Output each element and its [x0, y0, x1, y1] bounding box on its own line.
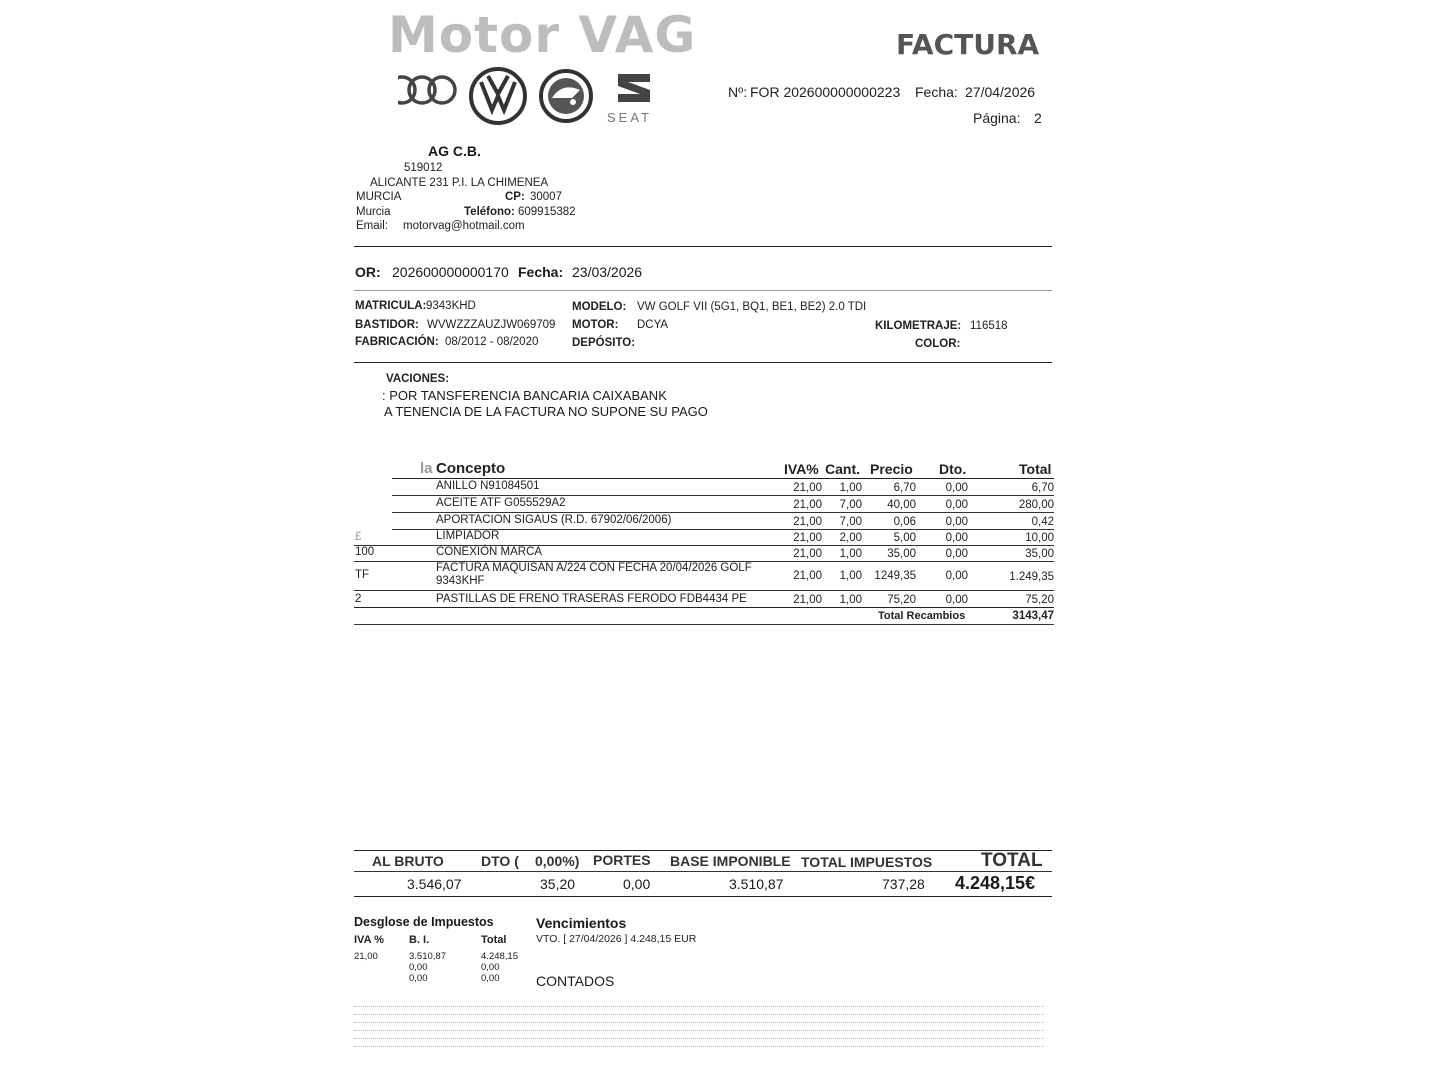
total-recambios-label: Total Recambios [878, 610, 966, 622]
color-label: COLOR: [915, 338, 961, 350]
row-total: 35,00 [1025, 548, 1054, 560]
table-header-rule [392, 478, 1054, 479]
totals-mid-rule [354, 871, 1052, 872]
divider [354, 362, 1052, 363]
matricula-value: 9343KHD [426, 300, 476, 312]
order-date-value: 23/03/2026 [572, 264, 643, 280]
row-divider [354, 624, 1054, 625]
order-value: 202600000000170 [392, 264, 509, 280]
order-label: OR: [355, 264, 381, 280]
row-dto: 0,00 [945, 570, 968, 582]
due-dates-title: Vencimientos [536, 915, 627, 931]
row-precio: 1249,35 [874, 570, 916, 582]
row-dto: 0,00 [945, 532, 968, 544]
company-cp-label: CP: [505, 191, 525, 203]
row-concepto: ANILLO N91084501 [436, 480, 540, 492]
invoice-date-label: Fecha: [915, 84, 958, 100]
row-precio: 35,00 [887, 548, 916, 560]
totals-bottom-rule [354, 896, 1052, 897]
company-phone-label: Teléfono: [464, 206, 515, 218]
modelo-value: VW GOLF VII (5G1, BQ1, BE1, BE2) 2.0 TDI [637, 301, 867, 313]
company-email-label: Email: [356, 220, 388, 232]
row-total: 1.249,35 [1009, 571, 1054, 583]
row-ref: £ [355, 531, 362, 543]
row-iva: 21,00 [793, 594, 822, 606]
row-divider [354, 607, 1054, 608]
row-ref: 100 [355, 546, 375, 558]
grand-total-value: 4.248,15€ [955, 873, 1036, 893]
audi-rings-icon [398, 72, 460, 108]
discount-percent: 0,00%) [535, 853, 580, 869]
row-total: 10,00 [1025, 532, 1054, 544]
company-city: MURCIA [356, 191, 402, 203]
bastidor-label: BASTIDOR: [355, 319, 419, 331]
total-recambios-value: 3143,47 [1012, 610, 1054, 622]
row-cant: 7,00 [839, 499, 862, 511]
page-value: 2 [1034, 110, 1042, 126]
company-nif: 519012 [404, 162, 443, 174]
row-total: 75,20 [1025, 594, 1054, 606]
observations-line-1: : POR TANSFERENCIA BANCARIA CAIXABANK [382, 388, 667, 403]
row-concepto: CONEXIÓN MARCA [436, 546, 543, 558]
col-header-iva: IVA% [784, 461, 819, 477]
row-cant: 1,00 [839, 548, 862, 560]
total-bruto-value: 3.546,07 [407, 876, 462, 892]
observations-line-2: A TENENCIA DE LA FACTURA NO SUPONE SU PAGO [384, 404, 708, 419]
row-cant: 1,00 [839, 570, 862, 582]
tax-breakdown-iva-header: IVA % [354, 934, 384, 946]
total-impuestos-label: TOTAL IMPUESTOS [801, 854, 933, 870]
motor-value: DCYA [637, 319, 669, 331]
totals-top-rule [354, 850, 1052, 851]
row-precio: 40,00 [887, 499, 916, 511]
deposito-label: DEPÓSITO: [572, 337, 636, 349]
row-iva: 21,00 [793, 499, 822, 511]
base-imponible-label: BASE IMPONIBLE [670, 853, 791, 869]
row-dto: 0,00 [945, 548, 968, 560]
row-dto: 0,00 [945, 516, 968, 528]
page-label: Página: [973, 110, 1021, 126]
volkswagen-logo-icon [468, 66, 528, 126]
invoice-number-value: FOR 202600000000223 [750, 84, 901, 100]
row-iva: 21,00 [793, 516, 822, 528]
tax-breakdown-bi: 0,00 [409, 962, 428, 973]
bastidor-value: WVWZZZAUZJW069709 [427, 319, 556, 331]
company-phone-value: 609915382 [518, 206, 576, 218]
legal-fine-print [354, 1005, 1044, 1049]
tax-breakdown-iva: 21,00 [354, 951, 378, 962]
company-email-value: motorvag@hotmail.com [403, 220, 525, 232]
row-ref: TF [355, 569, 370, 581]
col-header-ref: la [420, 460, 433, 477]
portes-value: 0,00 [623, 876, 651, 892]
company-cp-value: 30007 [530, 191, 562, 203]
row-concepto: ACEITE ATF G055529A2 [436, 497, 566, 509]
tax-breakdown-total: 4.248,15 [481, 951, 518, 962]
row-divider [354, 590, 1054, 591]
invoice-number-label: Nº: [728, 84, 748, 100]
col-header-cant: Cant. [825, 461, 860, 477]
row-divider [392, 495, 1054, 496]
row-iva: 21,00 [793, 570, 822, 582]
col-header-total: Total [1019, 461, 1052, 477]
kilometraje-value: 116518 [970, 320, 1008, 332]
due-date-line: VTO. [ 27/04/2026 ] 4.248,15 EUR [536, 933, 697, 945]
fabricacion-label: FABRICACIÓN: [355, 336, 439, 348]
tax-breakdown-bi-header: B. I. [409, 934, 430, 946]
total-bruto-label: AL BRUTO [372, 853, 444, 869]
row-iva: 21,00 [793, 482, 822, 494]
matricula-label: MATRICULA: [355, 300, 427, 312]
row-total: 0,42 [1031, 516, 1054, 528]
tax-breakdown-total: 0,00 [481, 973, 500, 984]
tax-breakdown-title: Desglose de Impuestos [354, 915, 494, 929]
company-province: Murcia [356, 206, 391, 218]
col-header-dto: Dto. [939, 461, 967, 477]
row-precio: 75,20 [887, 594, 916, 606]
row-precio: 0,06 [893, 516, 916, 528]
row-cant: 1,00 [839, 594, 862, 606]
observations-title: VACIONES: [386, 373, 450, 385]
row-precio: 5,00 [893, 532, 916, 544]
row-cant: 2,00 [839, 532, 862, 544]
discount-label: DTO ( [481, 853, 519, 869]
skoda-logo-icon [538, 68, 594, 124]
row-precio: 6,70 [893, 482, 916, 494]
col-header-concepto: Concepto [436, 460, 506, 477]
row-concepto-line-2: 9343KHF [436, 575, 485, 587]
row-ref: 2 [355, 593, 362, 605]
row-concepto: FACTURA MAQUISAN A/224 CON FECHA 20/04/2026 GOLF [436, 562, 752, 574]
row-cant: 1,00 [839, 482, 862, 494]
row-concepto: LIMPIADOR [436, 530, 500, 542]
order-date-label: Fecha: [518, 264, 564, 280]
tax-breakdown-total: 0,00 [481, 962, 500, 973]
row-total: 280,00 [1018, 499, 1054, 511]
row-dto: 0,00 [945, 499, 968, 511]
row-dto: 0,00 [945, 594, 968, 606]
seat-logo-text: SEAT [607, 110, 652, 125]
row-iva: 21,00 [793, 548, 822, 560]
row-iva: 21,00 [793, 532, 822, 544]
col-header-precio: Precio [870, 461, 913, 477]
total-impuestos-value: 737,28 [882, 876, 925, 892]
payment-method: CONTADOS [536, 973, 615, 989]
tax-breakdown-total-header: Total [481, 934, 507, 946]
total-label: TOTAL [981, 850, 1043, 871]
invoice-date-value: 27/04/2026 [965, 84, 1036, 100]
row-divider [392, 512, 1054, 513]
motor-label: MOTOR: [572, 319, 619, 331]
row-total: 6,70 [1031, 482, 1054, 494]
row-concepto: APORTACION SIGAUS (R.D. 67902/06/2006) [436, 514, 672, 526]
base-imponible-value: 3.510,87 [729, 876, 784, 892]
seat-logo-icon [614, 70, 654, 106]
company-logo-title: Motor VAG [388, 6, 697, 64]
company-name: AG C.B. [428, 143, 481, 159]
discount-value: 35,20 [540, 876, 576, 892]
fabricacion-value: 08/2012 - 08/2020 [445, 336, 539, 348]
divider [354, 246, 1052, 247]
row-dto: 0,00 [945, 482, 968, 494]
kilometraje-label: KILOMETRAJE: [875, 320, 962, 332]
document-type-title: FACTURA [896, 28, 1040, 61]
tax-breakdown-bi: 0,00 [409, 973, 428, 984]
modelo-label: MODELO: [572, 301, 627, 313]
row-concepto: PASTILLAS DE FRENO TRASERAS FERODO FDB4434 PE [436, 593, 747, 605]
portes-label: PORTES [593, 852, 651, 868]
row-cant: 7,00 [839, 516, 862, 528]
tax-breakdown-bi: 3.510,87 [409, 951, 446, 962]
divider [354, 290, 1052, 291]
company-address: ALICANTE 231 P.I. LA CHIMENEA [370, 177, 549, 189]
